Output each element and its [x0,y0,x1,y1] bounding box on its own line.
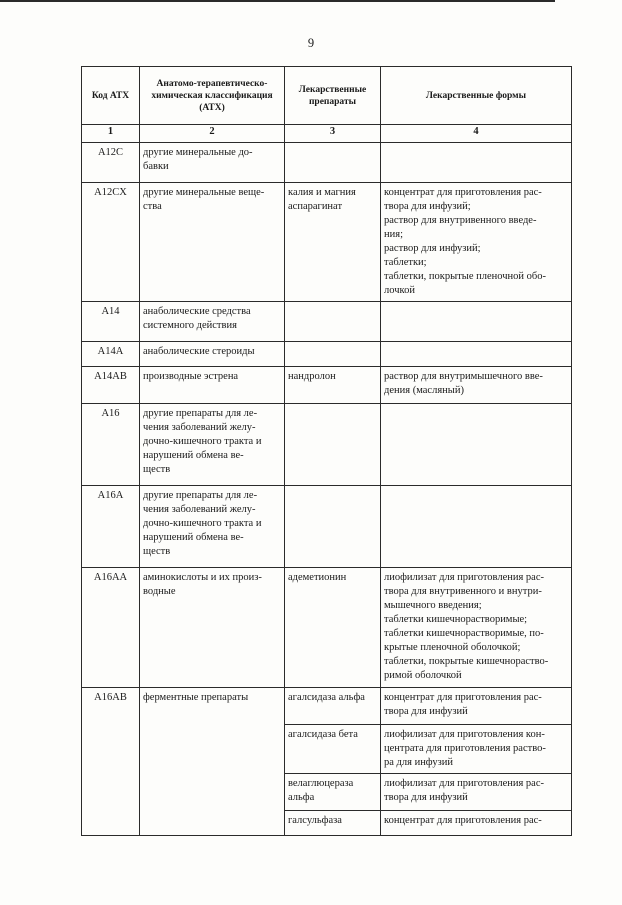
drug-cell [285,342,381,367]
dosage-form-cell [381,688,572,725]
classification-cell [140,183,285,302]
drug-line: агалсидаза бета [288,729,358,740]
table-row [82,302,572,342]
dosage-form-cell [381,143,572,183]
classification-cell [140,302,285,342]
dosage-form-cell [381,774,572,811]
drug-line: калия и магния [288,187,356,198]
dosage-form-line: твора для инфузий [384,792,468,803]
drug-cell [285,183,381,302]
top-rule [0,0,555,2]
classification-line: чения заболеваний желу- [143,422,256,433]
dosage-form-line: лочкой [384,285,415,296]
table-row [82,568,572,688]
header-row [82,67,572,125]
classification-cell [140,688,285,836]
classification-line: другие препараты для ле- [143,490,258,501]
drug-cell [285,302,381,342]
dosage-form-line: крытые пленочной оболочкой; [384,642,521,653]
classification-line: другие минеральные до- [143,147,253,158]
classification-line: нарушений обмена ве- [143,532,244,543]
dosage-form-line: ния; [384,229,403,240]
classification-line: ществ [143,546,171,557]
classification-cell [140,342,285,367]
column-number: 1 [82,125,140,143]
dosage-form-line: твора для инфузий [384,706,468,717]
drug-line: адеметионин [288,572,347,583]
drug-cell [285,143,381,183]
dosage-form-line: мышечного введения; [384,600,482,611]
drug-cell [285,486,381,568]
dosage-form-line: концентрат для приготовления рас- [384,692,542,703]
column-number-row [82,125,572,143]
dosage-form-line: твора для инфузий; [384,201,471,212]
header-classification: Анатомо-терапевтическо-химическая классификация (АТХ) [140,67,285,125]
drug-line: альфа [288,792,315,803]
dosage-form-line: концентрат для приготовления рас- [384,187,542,198]
atc-code-cell: A14A [82,342,140,367]
table-row [82,367,572,404]
table-row [82,688,572,725]
dosage-form-cell [381,725,572,774]
drug-cell [285,811,381,836]
header-forms: Лекарственные формы [381,67,572,125]
table-row [82,143,572,183]
classification-line: дочно-кишечного тракта и [143,518,262,529]
header-drugs: Лекарственные препараты [285,67,381,125]
dosage-form-cell [381,404,572,486]
drug-line: нандролон [288,371,336,382]
classification-cell [140,367,285,404]
atc-code-cell: A16A [82,486,140,568]
classification-line: чения заболеваний желу- [143,504,256,515]
atc-code-cell: A14 [82,302,140,342]
column-number: 3 [285,125,381,143]
classification-line: анаболические стероиды [143,346,255,357]
dosage-form-line: лиофилизат для приготовления кон- [384,729,545,740]
dosage-form-cell [381,811,572,836]
drug-cell [285,774,381,811]
column-number: 2 [140,125,285,143]
dosage-form-line: ра для инфузий [384,757,453,768]
classification-line: нарушений обмена ве- [143,450,244,461]
classification-cell [140,143,285,183]
dosage-form-line: центрата для приготовления раство- [384,743,546,754]
dosage-form-line: раствор для инфузий; [384,243,481,254]
classification-cell [140,568,285,688]
atc-code-cell: A14AB [82,367,140,404]
page-number: 9 [307,36,315,50]
drug-cell [285,688,381,725]
classification-line: системного действия [143,320,237,331]
drug-line: велаглюцераза [288,778,354,789]
dosage-form-cell [381,342,572,367]
classification-line: анаболические средства [143,306,251,317]
drug-line: аспарагинат [288,201,343,212]
classification-line: ферментные препараты [143,692,249,703]
atc-code-cell: A12C [82,143,140,183]
dosage-form-cell [381,367,572,404]
atc-code-cell: A16AB [82,688,140,836]
atc-code-cell: A12CX [82,183,140,302]
classification-line: водные [143,586,176,597]
dosage-form-line: таблетки; [384,257,427,268]
dosage-form-line: лиофилизат для приготовления рас- [384,778,545,789]
dosage-form-cell [381,183,572,302]
table-row [82,183,572,302]
drug-cell [285,568,381,688]
table-row [82,342,572,367]
classification-line: дочно-кишечного тракта и [143,436,262,447]
dosage-form-cell [381,486,572,568]
dosage-form-line: раствор для внутривенного введе- [384,215,537,226]
table-row [82,486,572,568]
classification-line: аминокислоты и их произ- [143,572,262,583]
atc-table [81,66,572,836]
atc-code-cell: A16 [82,404,140,486]
dosage-form-line: твора для внутривенного и внутри- [384,586,542,597]
classification-cell [140,404,285,486]
dosage-form-line: таблетки, покрытые пленочной обо- [384,271,546,282]
classification-cell [140,486,285,568]
atc-code-cell: A16AA [82,568,140,688]
drug-cell [285,725,381,774]
drug-cell [285,367,381,404]
drug-cell [285,404,381,486]
dosage-form-line: таблетки кишечнорастворимые; [384,614,528,625]
classification-line: производные эстрена [143,371,239,382]
classification-line: другие минеральные веще- [143,187,265,198]
classification-line: ществ [143,464,171,475]
drug-line: галсульфаза [288,815,342,826]
header-code: Код АТХ [82,67,140,125]
dosage-form-line: концентрат для приготовления рас- [384,815,542,826]
dosage-form-line: таблетки, покрытые кишечнораство- [384,656,549,667]
dosage-form-line: дения (масляный) [384,385,464,396]
table-row [82,404,572,486]
dosage-form-line: римой оболочкой [384,670,462,681]
dosage-form-line: раствор для внутримышечного вве- [384,371,543,382]
dosage-form-line: лиофилизат для приготовления рас- [384,572,545,583]
column-number: 4 [381,125,572,143]
classification-line: ства [143,201,162,212]
classification-line: бавки [143,161,169,172]
dosage-form-line: таблетки кишечнорастворимые, по- [384,628,544,639]
drug-line: агалсидаза альфа [288,692,365,703]
dosage-form-cell [381,568,572,688]
dosage-form-cell [381,302,572,342]
classification-line: другие препараты для ле- [143,408,258,419]
